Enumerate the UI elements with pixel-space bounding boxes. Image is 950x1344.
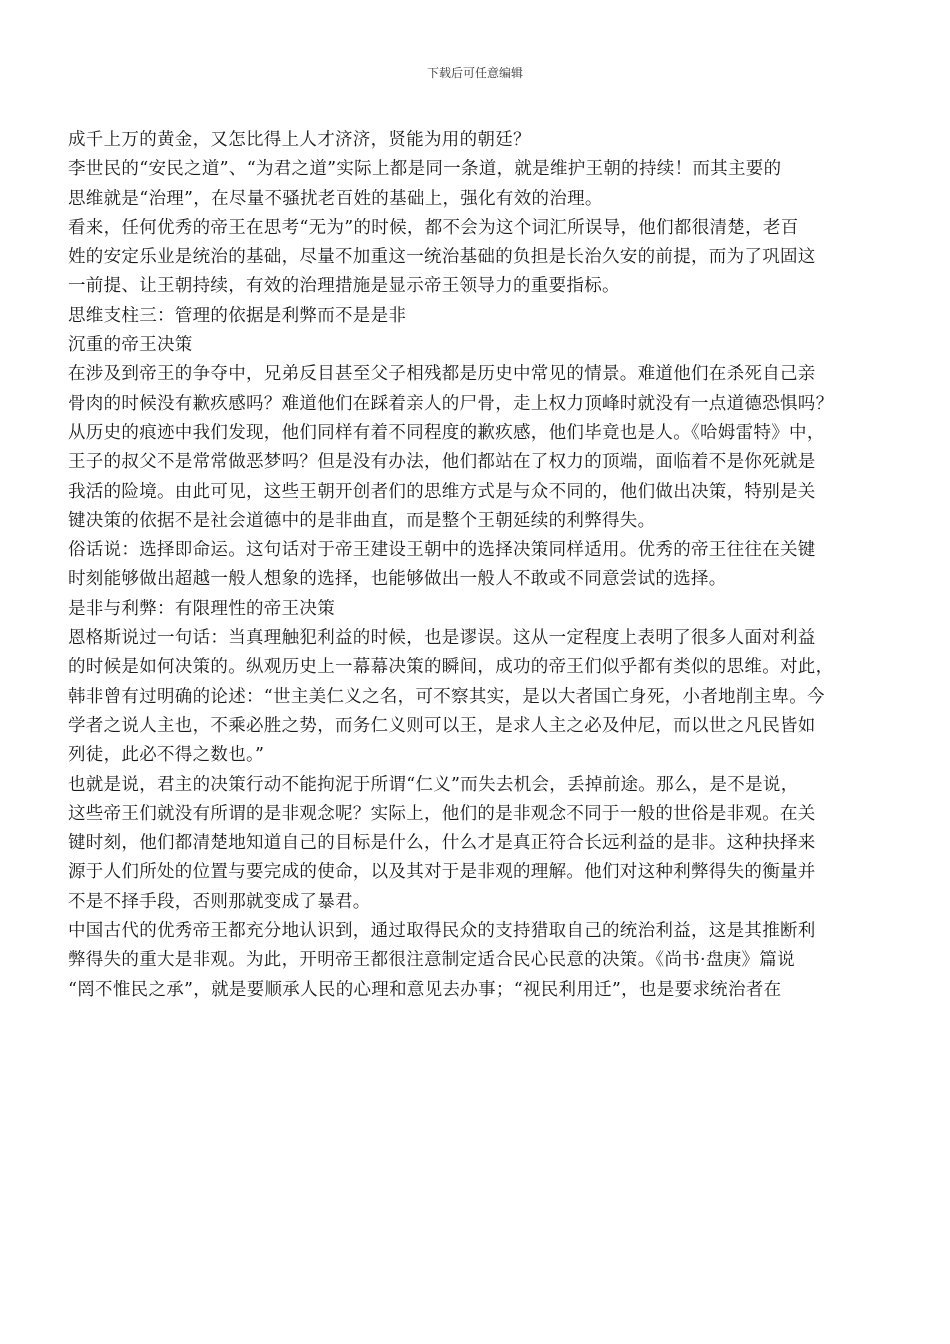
text-line: 键决策的依据不是社会道德中的是非曲直，而是整个王朝延续的利弊得失。 [68,510,656,531]
text-line: 韩非曾有过明确的论述：“世主美仁义之名，可不察其实，是以大者国亡身死，小者地削主卑。今 [68,686,825,707]
text-line: 看来，任何优秀的帝王在思考“无为”的时候，都不会为这个词汇所误导，他们都很清楚，老百 [68,217,799,238]
text-line: 列徒，此必不得之数也。” [68,745,265,766]
text-line: 一前提、让王朝持续，有效的治理措施是显示帝王领导力的重要指标。 [68,276,620,297]
page-header: 下载后可任意编辑 [426,66,523,80]
text-line: 我活的险境。由此可见，这些王朝开创者们的思维方式是与众不同的，他们做出决策，特别是关 [68,481,816,502]
text-line: “罔不惟民之承”，就是要顺承人民的心理和意见去办事；“视民利用迁”，也是要求统治者在 [68,979,782,1000]
text-line: 也就是说，君主的决策行动不能拘泥于所谓“仁义”而失去机会，丢掉前途。那么，是不是说， [68,774,799,795]
text-line: 学者之说人主也，不乘必胜之势，而务仁义则可以王，是求人主之必及仲尼，而以世之凡民皆如 [68,715,816,736]
text-line: 键时刻，他们都清楚地知道自己的目标是什么，什么才是真正符合长远利益的是非。这种抉择来 [68,833,816,854]
text-line: 思维就是“治理”，在尽量不骚扰老百姓的基础上，强化有效的治理。 [68,188,603,209]
text-line: 骨肉的时候没有歉疚感吗？难道他们在踩着亲人的尸骨，走上权力顶峰时就没有一点道德恐惧吗？ [68,393,834,414]
subsection-heading: 沉重的帝王决策 [68,335,193,356]
text-line: 恩格斯说过一句话：当真理触犯利益的时候，也是谬误。这从一定程度上表明了很多人面对利益 [68,628,816,649]
text-line: 源于人们所处的位置与要完成的使命，以及其对于是非观的理解。他们对这种利弊得失的衡量并 [68,862,816,883]
text-line: 在涉及到帝王的争夺中，兄弟反目甚至父子相残都是历史中常见的情景。难道他们在杀死自己亲 [68,364,816,385]
text-line: 时刻能够做出超越一般人想象的选择，也能够做出一般人不敢或不同意尝试的选择。 [68,569,727,590]
section-heading: 思维支柱三：管理的依据是利弊而不是是非 [68,305,407,326]
document-body [68,126,883,1005]
text-line: 姓的安定乐业是统治的基础，尽量不加重这一统治基础的负担是长治久安的前提，而为了巩固这 [68,247,816,268]
text-line: 弊得失的重大是非观。为此，开明帝王都很注意制定适合民心民意的决策。《尚书·盘庚》篇说 [68,950,795,971]
text-line: 不是不择手段，否则那就变成了暴君。 [68,891,371,912]
text-line: 李世民的“安民之道”、“为君之道”实际上都是同一条道，就是维护王朝的持续！而其主要的 [68,159,782,180]
text-line: 俗话说：选择即命运。这句话对于帝王建设王朝中的选择决策同样适用。优秀的帝王往往在关键 [68,540,816,561]
subsection-heading: 是非与利弊：有限理性的帝王决策 [68,598,335,619]
text-line: 这些帝王们就没有所谓的是非观念呢？实际上，他们的是非观念不同于一般的世俗是非观。在关 [68,803,816,824]
text-line: 从历史的痕迹中我们发现，他们同样有着不同程度的歉疚感，他们毕竟也是人。《哈姆雷特》中， [68,422,825,443]
text-line: 的时候是如何决策的。纵观历史上一幕幕决策的瞬间，成功的帝王们似乎都有类似的思维。对此， [68,657,834,678]
text-line: 中国古代的优秀帝王都充分地认识到，通过取得民众的支持猎取自己的统治利益，这是其推断利 [68,921,816,942]
text-line: 成千上万的黄金，又怎比得上人才济济，贤能为用的朝廷？ [68,130,531,150]
text-line: 王子的叔父不是常常做恶梦吗？但是没有办法，他们都站在了权力的顶端，面临着不是你死就是 [68,452,816,473]
